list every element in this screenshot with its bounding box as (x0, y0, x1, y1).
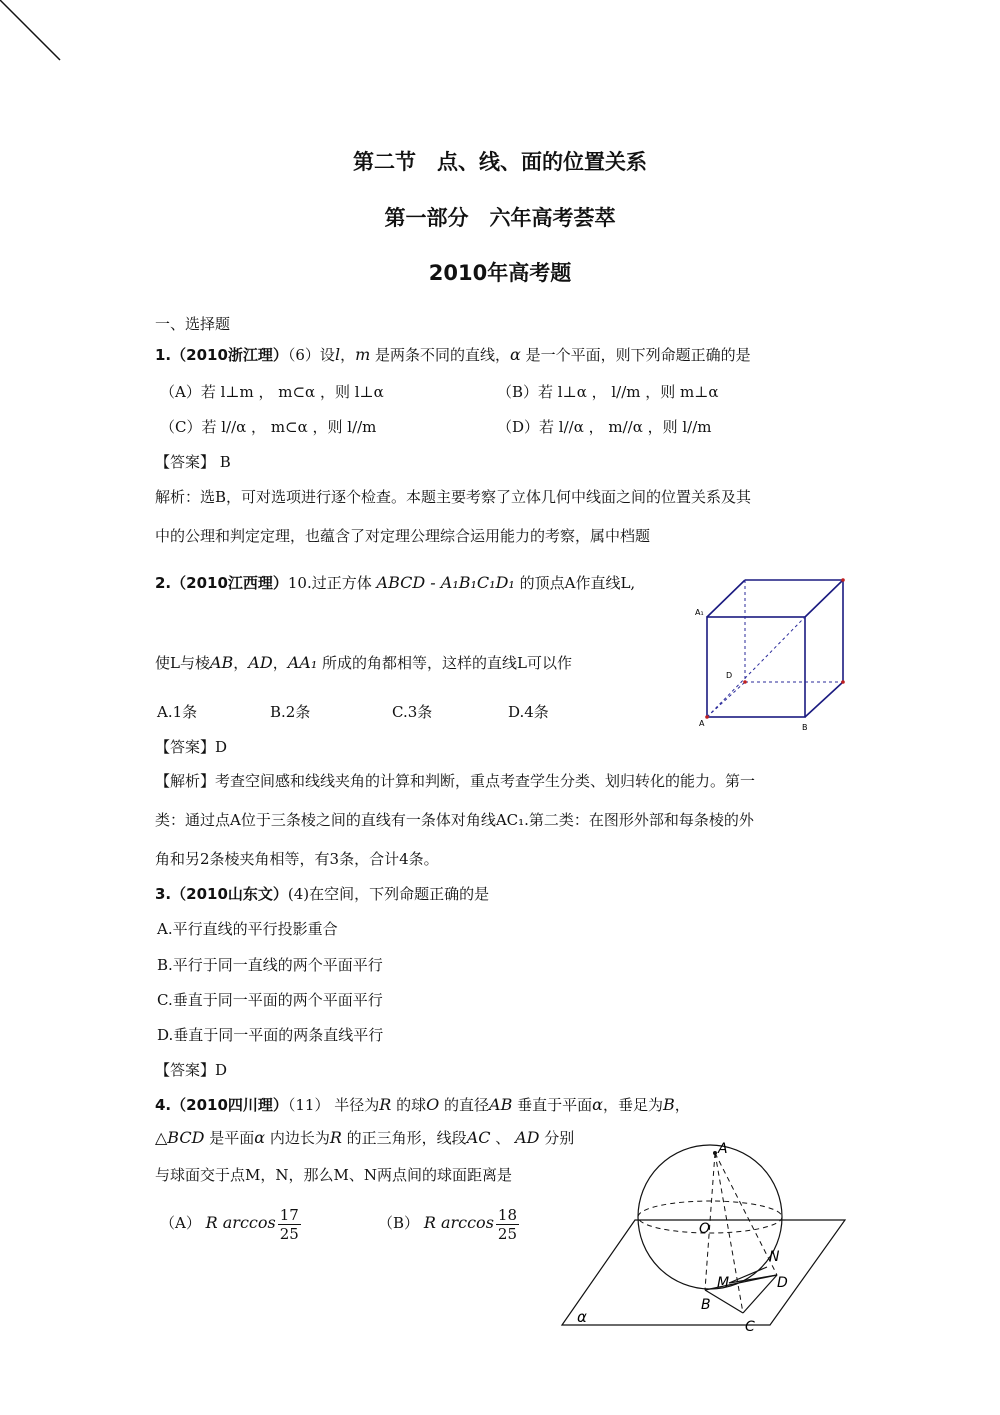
q3-stem-text: (4)在空间，下列命题正确的是 (287, 885, 490, 903)
q2-option-c: C.3条 (392, 703, 433, 721)
q1-option-b: （B）若 l⊥α ， l//m ，则 m⊥α (497, 383, 719, 401)
q4-option-b (378, 1205, 519, 1243)
sphere-label-o: O (699, 1221, 711, 1237)
q1-analysis-line2: 中的公理和判定定理，也蕴含了对定理公理综合运用能力的考察，属中档题 (155, 527, 651, 545)
sphere-label-d: D (777, 1275, 788, 1291)
q4-sym-alpha-2: α (254, 1128, 266, 1147)
q4-sym-r: R (379, 1095, 392, 1114)
sphere-figure (555, 1135, 855, 1335)
section-title: 第二节 点、线、面的位置关系 (353, 150, 647, 174)
q4-stem2-c: 的正三角形，线段 (346, 1129, 467, 1147)
q2-number: 2. (155, 574, 172, 592)
q3-option-a: A.平行直线的平行投影重合 (157, 920, 338, 938)
sphere-label-b: B (701, 1297, 711, 1313)
q1-number: 1. (155, 346, 172, 364)
q4-sym-ad: AD (515, 1128, 540, 1147)
q2-cube-name: ABCD - A₁B₁C₁D₁ (376, 573, 515, 592)
q4-option-b-fraction (496, 1206, 519, 1243)
q2-analysis-line3: 角和另2条棱夹角相等，有3条，合计4条。 (155, 850, 439, 868)
q2-sep2: ， (272, 654, 288, 672)
cube-label-a1: A₁ (695, 608, 704, 617)
q1-stem-b: 是两条不同的直线， (375, 346, 511, 364)
q4-stem2-e: 分别 (544, 1129, 575, 1147)
q1-source: （2010浙江理） (171, 346, 288, 364)
q4-number: 4. (155, 1096, 172, 1114)
q2-option-a: A.1条 (157, 703, 198, 721)
q2-stem (155, 573, 635, 593)
q4-option-a (160, 1205, 301, 1243)
q4-option-a-expr: R arccos (205, 1213, 276, 1232)
q4-stem (155, 1095, 690, 1115)
q1-stem-a: （6）设 (287, 346, 335, 364)
q2-stem2-b: 所成的角都相等，这样的直线L可以作 (322, 654, 572, 672)
q4-option-a-numerator: 17 (279, 1205, 299, 1224)
q1-answer: 【答案】 B (155, 453, 231, 471)
q4-stem-a: （11） 半径为 (287, 1096, 380, 1114)
q4-stem-b: 的球 (396, 1096, 427, 1114)
q2-analysis-line2: 类：通过点A位于三条棱之间的直线有一条体对角线AC₁.第二类：在图形外部和每条棱的外 (155, 811, 754, 829)
q4-stem-line3: 与球面交于点M，N，那么M、N两点间的球面距离是 (155, 1166, 512, 1184)
q2-option-b: B.2条 (270, 703, 311, 721)
cube-figure (690, 570, 860, 740)
q3-option-c: C.垂直于同一平面的两个平面平行 (157, 991, 383, 1009)
q4-triangle: △BCD (155, 1128, 205, 1147)
q2-stem-b: 的顶点A作直线L, (519, 574, 636, 592)
q4-option-a-denominator: 25 (279, 1224, 299, 1243)
q4-option-b-label: （B） (378, 1214, 420, 1232)
q4-sym-o: O (426, 1095, 440, 1114)
q4-sym-ac: AC (466, 1128, 491, 1147)
q1-sym-m: m (355, 345, 371, 364)
q1-stem-c: 是一个平面，则下列命题正确的是 (525, 346, 751, 364)
q4-sym-ab: AB (489, 1095, 513, 1114)
q4-sym-alpha: α (592, 1095, 603, 1114)
q4-sym-b: B (662, 1095, 675, 1114)
cube-label-d: D (726, 671, 733, 680)
q4-source: （2010四川理） (171, 1096, 288, 1114)
q4-option-a-label: （A） (160, 1214, 201, 1232)
q1-stem (155, 345, 751, 365)
q4-stem2-a: 是平面 (209, 1129, 255, 1147)
q4-option-b-numerator: 18 (497, 1205, 517, 1224)
q1-option-c: （C）若 l//α ， m⊂α ，则 l//m (160, 418, 377, 436)
q1-sym-alpha: α (510, 345, 521, 364)
q3-number: 3. (155, 885, 172, 903)
q2-option-d: D.4条 (508, 703, 549, 721)
q1-option-a: （A）若 l⊥m ， m⊂α ，则 l⊥α (160, 383, 384, 401)
q4-stem-e: ，垂足为 (602, 1096, 663, 1114)
q4-stem2-d: 、 (495, 1129, 511, 1147)
q4-option-a-fraction (278, 1206, 301, 1243)
q2-sep: ， (233, 654, 249, 672)
q1-option-d: （D）若 l//α ， m//α ，则 l//m (497, 418, 712, 436)
corner-mark (0, 0, 70, 70)
sphere-label-a: A (718, 1141, 728, 1157)
year-title: 2010年高考题 (428, 261, 572, 285)
sphere-label-c: C (745, 1319, 755, 1335)
q2-source: （2010江西理） (171, 574, 288, 592)
q3-source: （2010山东文） (171, 885, 288, 903)
q4-stem-c: 的直径 (444, 1096, 490, 1114)
q2-analysis-line1: 【解析】考查空间感和线线夹角的计算和判断，重点考查学生分类、划归转化的能力。第一 (155, 772, 756, 790)
q1-sep: ， (340, 346, 356, 364)
section-heading: 一、选择题 (155, 315, 231, 333)
q4-sym-r-2: R (329, 1128, 342, 1147)
q4-option-b-denominator: 25 (497, 1224, 517, 1243)
q4-stem-d: 垂直于平面 (517, 1096, 593, 1114)
q2-stem-line2 (155, 653, 572, 673)
part-title: 第一部分 六年高考荟萃 (384, 206, 616, 230)
q4-stem2-b: 内边长为 (269, 1129, 330, 1147)
q2-answer: 【答案】D (155, 738, 228, 756)
sphere-label-m: M (717, 1275, 730, 1291)
q2-edge-ad: AD (248, 653, 273, 672)
q3-answer: 【答案】D (155, 1061, 228, 1079)
q4-stem-line2 (155, 1128, 574, 1148)
cube-label-b: B (802, 723, 808, 732)
cube-label-a: A (699, 719, 705, 728)
q3-stem (155, 884, 489, 904)
q3-option-d: D.垂直于同一平面的两条直线平行 (157, 1026, 384, 1044)
plane-label-alpha: α (577, 1308, 587, 1326)
q4-stem-f: ， (674, 1096, 690, 1114)
sphere-label-n: N (769, 1249, 780, 1265)
q2-edge-aa1: AA₁ (287, 653, 318, 672)
q4-option-b-expr: R arccos (423, 1213, 494, 1232)
q2-stem2-a: 使L与棱 (155, 654, 210, 672)
q2-stem-a: 10.过正方体 (287, 574, 372, 592)
q2-edge-ab: AB (209, 653, 234, 672)
q3-option-b: B.平行于同一直线的两个平面平行 (157, 956, 383, 974)
q1-sym-l: l (334, 345, 341, 364)
q1-analysis-line1: 解析：选B，可对选项进行逐个检查。本题主要考察了立体几何中线面之间的位置关系及其 (155, 488, 752, 506)
